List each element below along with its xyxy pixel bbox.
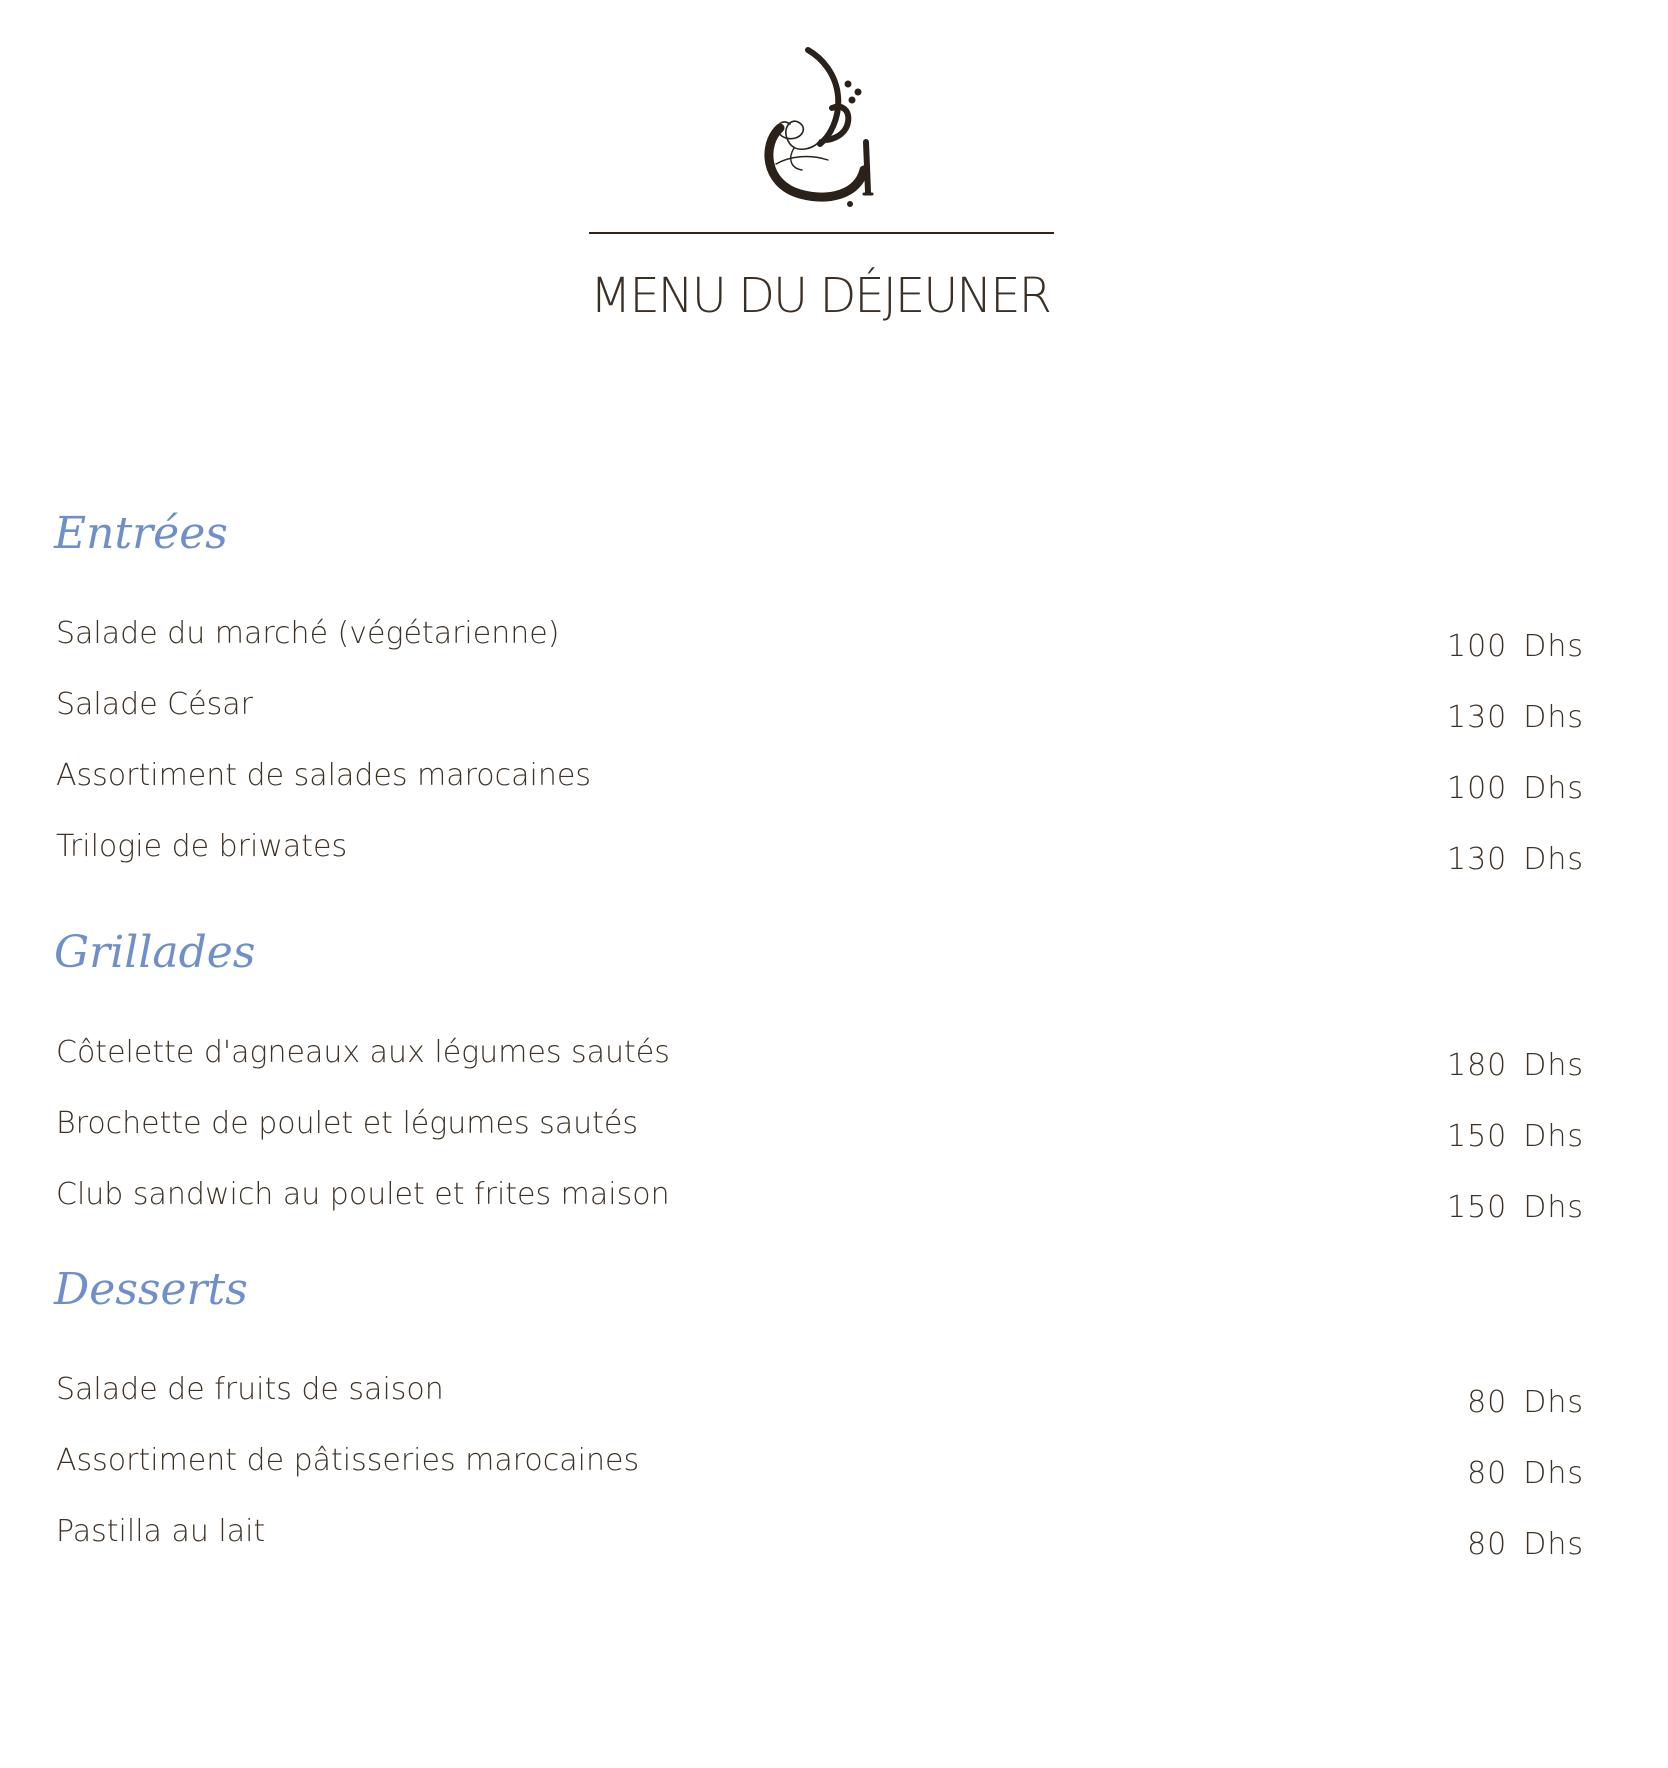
item-price: 80 Dhs: [1467, 1456, 1584, 1491]
menu-item: [54, 614, 1584, 685]
item-name: Salade César: [56, 687, 253, 722]
menu-item: [54, 1441, 1584, 1512]
item-price: 130 Dhs: [1446, 842, 1584, 877]
menu-item: [54, 827, 1584, 898]
item-currency: Dhs: [1523, 1048, 1584, 1083]
item-price: 80 Dhs: [1467, 1527, 1584, 1562]
item-currency: Dhs: [1523, 1385, 1584, 1420]
item-price: 150 Dhs: [1446, 1119, 1584, 1154]
menu-section-entrees: [54, 504, 1584, 898]
item-name: Club sandwich au poulet et frites maison: [56, 1177, 670, 1212]
section-title: Grillades: [54, 927, 256, 978]
section-title: Desserts: [54, 1264, 248, 1315]
title-divider: [589, 232, 1054, 234]
item-name: Brochette de poulet et légumes sautés: [56, 1106, 638, 1141]
menu-item: [54, 1104, 1584, 1175]
item-price: 130 Dhs: [1446, 700, 1584, 735]
menu-item: [54, 756, 1584, 827]
menu-item: [54, 1033, 1584, 1104]
item-name: Assortiment de pâtisseries marocaines: [56, 1443, 640, 1478]
item-name: Salade du marché (végétarienne): [56, 616, 560, 651]
item-currency: Dhs: [1523, 700, 1584, 735]
item-name: Assortiment de salades marocaines: [56, 758, 591, 793]
menu-item: [54, 1512, 1584, 1583]
item-price: 100 Dhs: [1446, 629, 1584, 664]
item-currency: Dhs: [1523, 842, 1584, 877]
menu-item: [54, 685, 1584, 756]
item-name: Trilogie de briwates: [56, 829, 348, 864]
page-title: MENU DU DÉJEUNER: [590, 268, 1050, 324]
logo-calligraphy: [750, 44, 890, 214]
item-name: Pastilla au lait: [56, 1514, 266, 1549]
item-currency: Dhs: [1523, 1456, 1584, 1491]
item-currency: Dhs: [1523, 771, 1584, 806]
menu-item: [54, 1175, 1584, 1246]
item-currency: Dhs: [1523, 1190, 1584, 1225]
item-currency: Dhs: [1523, 1119, 1584, 1154]
item-price: 180 Dhs: [1446, 1048, 1584, 1083]
menu-section-grillades: [54, 923, 1584, 1246]
item-price: 100 Dhs: [1446, 771, 1584, 806]
menu-item: [54, 1370, 1584, 1441]
item-name: Salade de fruits de saison: [56, 1372, 444, 1407]
item-currency: Dhs: [1523, 629, 1584, 664]
item-name: Côtelette d'agneaux aux légumes sautés: [56, 1035, 670, 1070]
item-currency: Dhs: [1523, 1527, 1584, 1562]
item-price: 80 Dhs: [1467, 1385, 1584, 1420]
section-title: Entrées: [54, 508, 228, 559]
item-price: 150 Dhs: [1446, 1190, 1584, 1225]
menu-section-desserts: [54, 1260, 1584, 1583]
